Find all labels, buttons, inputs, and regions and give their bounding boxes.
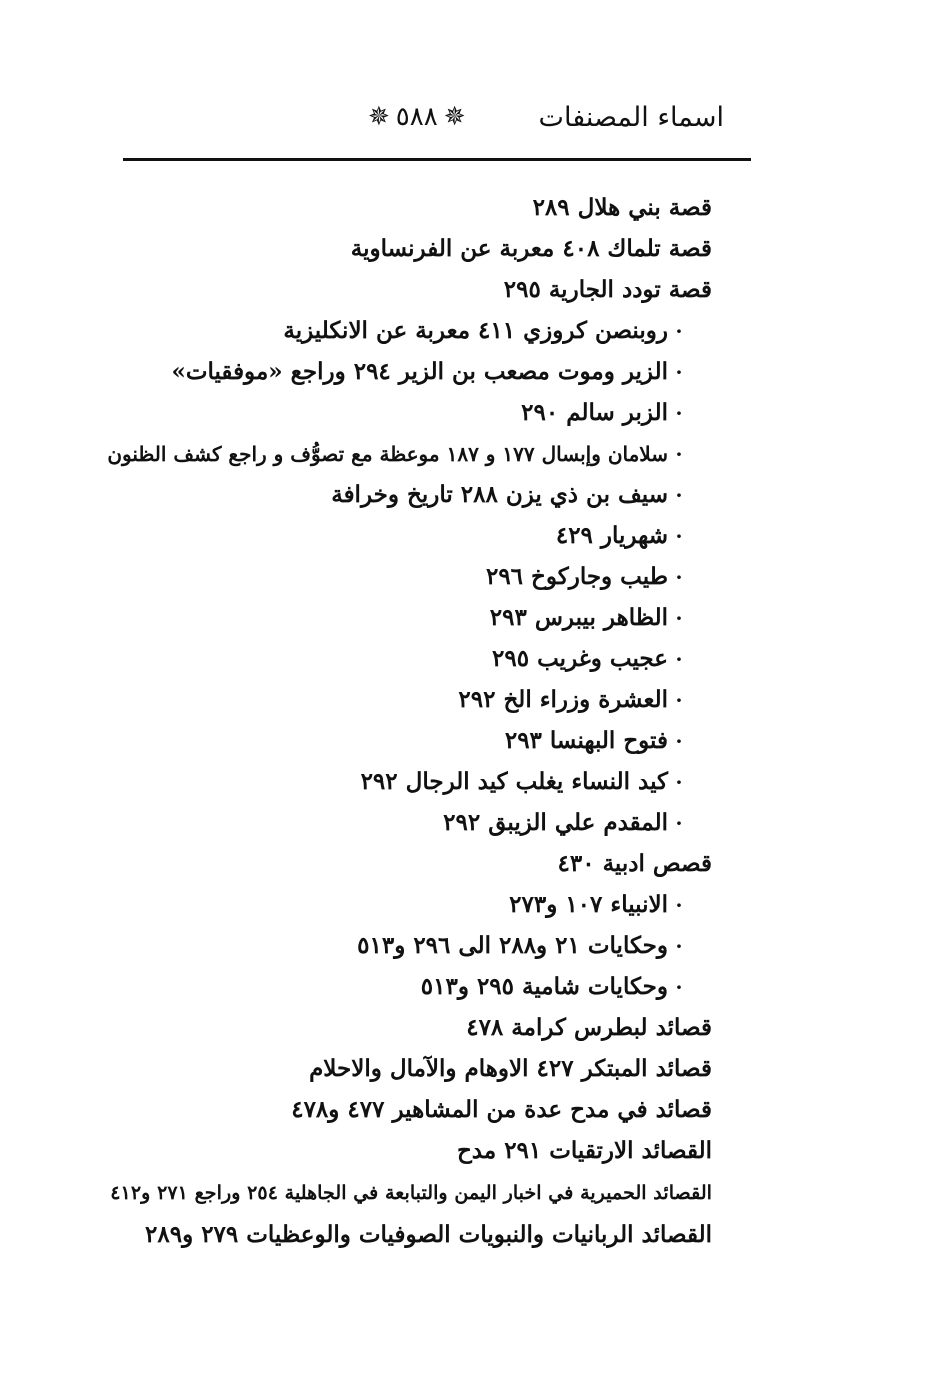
index-subentry: ·طيب وجاركوخ ٢٩٦ <box>486 562 690 592</box>
index-entry: القصائد الارتقيات ٢٩١ مدح <box>456 1137 712 1164</box>
bullet-icon: · <box>675 893 683 917</box>
index-entry: قصة بني هلال ٢٨٩ <box>532 194 712 221</box>
index-subentry: ·فتوح البهنسا ٢٩٣ <box>505 726 690 756</box>
index-entry: قصائد المبتكر ٤٢٧ الاوهام والآمال والاحلام <box>309 1055 712 1082</box>
index-subentry: ·روبنصن كروزي ٤١١ معربة عن الانكليزية <box>283 316 690 346</box>
bullet-icon: · <box>675 647 683 671</box>
bullet-icon: · <box>675 606 683 630</box>
bullet-icon: · <box>675 688 683 712</box>
bullet-icon: · <box>675 811 683 835</box>
index-subentry: ·سلامان وإبسال ١٧٧ و ١٨٧ موعظة مع تصوُّف و راجع كشف الظنون <box>107 439 690 469</box>
index-entry: القصائد الحميرية في اخبار اليمن والتبابعة في الجاهلية ٢٥٤ وراجع ٢٧١ و٤١٢ <box>110 1181 712 1204</box>
index-subentry: ·وحكايات ٢١ و٢٨٨ الى ٢٩٦ و٥١٣ <box>357 931 690 961</box>
index-subentry: ·سيف بن ذي يزن ٢٨٨ تاريخ وخرافة <box>331 480 690 510</box>
index-entry: قصة تودد الجارية ٢٩٥ <box>503 276 712 303</box>
index-entry: قصائد في مدح عدة من المشاهير ٤٧٧ و٤٧٨ <box>291 1096 712 1123</box>
index-subentry: ·وحكايات شامية ٢٩٥ و٥١٣ <box>421 972 690 1002</box>
index-subentry: ·الزبر سالم ٢٩٠ <box>521 398 690 428</box>
bullet-icon: · <box>675 483 683 507</box>
star-ornament-icon: ✵ <box>368 102 390 132</box>
index-subentry: ·العشرة وزراء الخ ٢٩٢ <box>458 685 690 715</box>
bullet-icon: · <box>675 729 683 753</box>
index-subentry: ·المقدم علي الزيبق ٢٩٢ <box>443 808 690 838</box>
index-subentry: ·الزير وموت مصعب بن الزير ٢٩٤ وراجع «موفقيات» <box>171 357 690 387</box>
bullet-icon: · <box>675 319 683 343</box>
index-subentry: ·الظاهر بيبرس ٢٩٣ <box>490 603 690 633</box>
bullet-icon: · <box>675 401 683 425</box>
index-entry: القصائد الربانيات والنبويات الصوفيات والوعظيات ٢٧٩ و٢٨٩ <box>145 1221 712 1248</box>
bullet-icon: · <box>675 524 683 548</box>
running-title: اسماء المصنفات <box>538 102 724 133</box>
bullet-icon: · <box>675 975 683 999</box>
bullet-icon: · <box>675 770 683 794</box>
index-entry: قصة تلماك ٤٠٨ معربة عن الفرنساوية <box>350 235 712 262</box>
bullet-icon: · <box>675 934 683 958</box>
index-entry: قصص ادبية ٤٣٠ <box>557 850 712 877</box>
bullet-icon: · <box>675 360 683 384</box>
index-subentry: ·الانبياء ١٠٧ و٢٧٣ <box>509 890 690 920</box>
page-number: ٥٨٨ <box>395 102 438 132</box>
bullet-icon: · <box>675 442 683 466</box>
index-subentry: ·كيد النساء يغلب كيد الرجال ٢٩٢ <box>361 767 690 797</box>
index-subentry: ·شهريار ٤٢٩ <box>556 521 690 551</box>
star-ornament-icon: ✵ <box>443 102 466 132</box>
index-entry: قصائد لبطرس كرامة ٤٧٨ <box>466 1014 712 1041</box>
index-subentry: ·عجيب وغريب ٢٩٥ <box>492 644 690 674</box>
bullet-icon: · <box>675 565 683 589</box>
